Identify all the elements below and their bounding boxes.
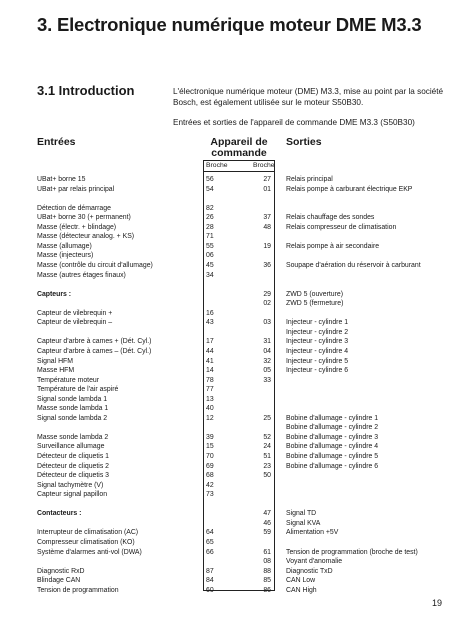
input-pin: 16 — [206, 309, 214, 317]
section-label: Contacteurs : — [37, 510, 82, 518]
input-pin: 70 — [206, 453, 214, 460]
output-signal: Bobine d'allumage - cylindre 3 — [286, 433, 379, 441]
output-signal: Signal KVA — [286, 519, 321, 527]
input-pin: 44 — [206, 347, 214, 355]
table-row — [0, 223, 453, 232]
input-signal: Détecteur de cliquetis 3 — [37, 472, 110, 480]
input-pin: 12 — [206, 414, 214, 422]
table-row — [0, 337, 453, 346]
output-signal: Injecteur - cylindre 4 — [286, 347, 349, 355]
table-row — [0, 404, 453, 413]
table-row — [0, 548, 453, 557]
table-caption: Entrées et sorties de l'appareil de commande DME M3.3 (S50B30) — [173, 118, 415, 128]
output-pin: 51 — [263, 453, 271, 460]
input-signal: Masse (contrôle du circuit d'allumage) — [37, 261, 153, 269]
input-pin: 71 — [206, 233, 214, 241]
output-pin: 27 — [263, 176, 271, 183]
table-row — [0, 423, 453, 432]
output-signal: Relais principal — [286, 176, 333, 183]
control-unit-heading — [203, 137, 275, 159]
table-row — [0, 385, 453, 394]
control-unit-heading-line1: Appareil de — [210, 136, 268, 148]
table-row — [0, 586, 453, 595]
table-row — [0, 299, 453, 308]
input-pin: 26 — [206, 214, 214, 222]
input-pin: 39 — [206, 433, 214, 441]
input-pin: 41 — [206, 357, 214, 365]
table-row — [0, 509, 453, 518]
output-signal: Injecteur - cylindre 6 — [286, 367, 349, 374]
input-signal: Système d'alarmes anti-vol (DWA) — [37, 548, 142, 556]
output-pin: 61 — [263, 548, 271, 556]
output-signal: Diagnostic TxD — [286, 567, 333, 575]
table-row — [0, 328, 453, 337]
table-row — [0, 538, 453, 547]
input-signal: Détecteur de cliquetis 2 — [37, 462, 110, 470]
input-signal: Masse sonde lambda 2 — [37, 433, 109, 441]
output-pin: 37 — [263, 214, 271, 222]
output-signal: Relais pompe à air secondaire — [286, 242, 380, 250]
inputs-heading: Entrées — [37, 136, 76, 148]
table-row — [0, 271, 453, 280]
input-signal: Blindage CAN — [37, 577, 81, 585]
input-pin: 56 — [206, 176, 214, 183]
input-pin: 65 — [206, 538, 214, 546]
table-row — [0, 567, 453, 576]
table-row — [0, 261, 453, 270]
table-row — [0, 232, 453, 241]
output-pin: 46 — [263, 519, 271, 527]
output-signal: Soupape d'aération du réservoir à carburant — [286, 261, 421, 269]
table-row — [0, 519, 453, 528]
input-pin: 64 — [206, 529, 214, 537]
input-signal: Signal sonde lambda 2 — [37, 414, 108, 422]
input-pin: 54 — [206, 185, 214, 193]
table-row — [0, 528, 453, 537]
table-row — [0, 347, 453, 356]
output-signal: Relais chauffage des sondes — [286, 214, 375, 222]
output-pin: 50 — [263, 472, 271, 480]
input-pin: 84 — [206, 577, 214, 585]
input-signal: Température de l'air aspiré — [37, 386, 119, 394]
table-row — [0, 175, 453, 184]
table-row — [0, 357, 453, 366]
input-pin: 78 — [206, 376, 214, 384]
pin-output-subheading: Broche — [253, 162, 275, 169]
input-pin: 43 — [206, 319, 214, 327]
pin-input-subheading: Broche — [206, 162, 228, 169]
output-signal: CAN High — [286, 586, 317, 594]
output-signal: Bobine d'allumage - cylindre 2 — [286, 424, 379, 432]
input-pin: 42 — [206, 481, 214, 489]
output-pin: 25 — [263, 414, 271, 422]
output-pin: 02 — [263, 300, 271, 308]
output-signal: Bobine d'allumage - cylindre 6 — [286, 462, 379, 470]
table-row — [0, 376, 453, 385]
input-pin: 87 — [206, 567, 214, 575]
output-signal: Injecteur - cylindre 3 — [286, 338, 349, 346]
input-signal: Capteur d'arbre à cames + (Dét. Cyl.) — [37, 338, 152, 346]
input-pin: 34 — [206, 271, 214, 279]
output-pin: 32 — [263, 357, 271, 365]
input-signal: Masse (électr. + blindage) — [37, 223, 117, 231]
table-row — [0, 194, 453, 203]
input-pin: 17 — [206, 338, 214, 346]
table-row — [0, 471, 453, 480]
table-row — [0, 414, 453, 423]
input-signal: Capteur d'arbre à cames – (Dét. Cyl.) — [37, 347, 152, 355]
input-signal: Capteur signal papillon — [37, 491, 108, 499]
input-signal: Masse (autres étages finaux) — [37, 271, 126, 279]
input-pin: 73 — [206, 491, 214, 499]
input-signal: UBat+ borne 30 (+ permanent) — [37, 214, 131, 222]
table-row — [0, 442, 453, 451]
input-pin: 15 — [206, 443, 214, 451]
output-pin: 88 — [263, 567, 271, 575]
output-signal: Injecteur - cylindre 2 — [286, 328, 349, 336]
input-signal: Diagnostic RxD — [37, 567, 85, 575]
output-pin: 31 — [263, 338, 271, 346]
output-signal: Bobine d'allumage - cylindre 4 — [286, 443, 379, 451]
output-signal: ZWD 5 (ouverture) — [286, 290, 344, 298]
table-row — [0, 280, 453, 289]
input-signal: UBat+ borne 15 — [37, 176, 86, 183]
input-signal: Capteur de vilebrequin + — [37, 309, 113, 317]
input-signal: Détection de démarrage — [37, 204, 111, 212]
output-pin: 29 — [263, 290, 271, 298]
output-pin: 33 — [263, 376, 271, 384]
output-pin: 01 — [263, 185, 271, 193]
output-pin: 04 — [263, 347, 271, 355]
intro-paragraph: L'électronique numérique moteur (DME) M3.3, mise au point par la société Bosch, est également utilisée sur le moteur S50B30. — [173, 87, 444, 108]
output-pin: 08 — [263, 558, 271, 565]
table-row — [0, 481, 453, 490]
input-signal: Surveillance allumage — [37, 443, 105, 451]
input-signal: Signal HFM — [37, 357, 73, 365]
input-pin: 40 — [206, 405, 214, 413]
input-signal: Tension de programmation — [37, 586, 119, 594]
input-signal: Signal sonde lambda 1 — [37, 395, 108, 403]
output-pin: 24 — [263, 443, 271, 451]
output-signal: Alimentation +5V — [286, 529, 339, 537]
input-signal: Signal tachymètre (V) — [37, 481, 104, 489]
output-signal: Relais compresseur de climatisation — [286, 223, 397, 231]
output-pin: 85 — [263, 577, 271, 585]
output-pin: 86 — [263, 586, 271, 594]
output-signal: Bobine d'allumage - cylindre 5 — [286, 453, 379, 460]
output-pin: 05 — [263, 367, 271, 374]
output-signal: CAN Low — [286, 577, 316, 585]
output-pin: 52 — [263, 433, 271, 441]
table-row — [0, 251, 453, 260]
table-row — [0, 395, 453, 404]
output-signal: Bobine d'allumage - cylindre 1 — [286, 414, 379, 422]
chapter-title: 3. Electronique numérique moteur DME M3.3 — [37, 14, 422, 35]
input-pin: 77 — [206, 386, 214, 394]
output-pin: 23 — [263, 462, 271, 470]
input-pin: 68 — [206, 472, 214, 480]
output-signal: Injecteur - cylindre 1 — [286, 319, 349, 327]
input-signal: Masse (détecteur analog. + KS) — [37, 233, 135, 241]
output-pin: 47 — [263, 510, 271, 518]
output-pin: 19 — [263, 242, 271, 250]
input-signal: Masse (allumage) — [37, 242, 92, 250]
table-row — [0, 576, 453, 585]
subheading-divider — [203, 171, 275, 172]
table-row — [0, 490, 453, 499]
table-row — [0, 500, 453, 509]
output-pin: 59 — [263, 529, 271, 537]
input-pin: 55 — [206, 242, 214, 250]
input-signal: Détecteur de cliquetis 1 — [37, 453, 110, 460]
section-title: 3.1 Introduction — [37, 83, 135, 98]
table-row — [0, 433, 453, 442]
table-row — [0, 452, 453, 461]
table-row — [0, 462, 453, 471]
output-signal: Signal TD — [286, 510, 317, 518]
input-signal: Compresseur climatisation (KO) — [37, 538, 135, 546]
input-pin: 13 — [206, 395, 214, 403]
input-pin: 60 — [206, 586, 214, 594]
page-number: 19 — [432, 598, 443, 608]
table-row — [0, 366, 453, 375]
input-signal: Température moteur — [37, 376, 100, 384]
output-pin: 03 — [263, 319, 271, 327]
table-row — [0, 557, 453, 566]
input-pin: 06 — [206, 252, 214, 260]
input-pin: 82 — [206, 204, 214, 212]
control-unit-heading-line2: commande — [211, 147, 267, 159]
table-row — [0, 290, 453, 299]
input-pin: 69 — [206, 462, 214, 470]
table-row — [0, 242, 453, 251]
input-pin: 66 — [206, 548, 214, 556]
intro-text — [173, 86, 445, 138]
output-signal: Relais pompe à carburant électrique EKP — [286, 185, 413, 193]
input-signal: Interrupteur de climatisation (AC) — [37, 529, 139, 537]
input-signal: UBat+ par relais principal — [37, 185, 115, 193]
output-signal: Tension de programmation (broche de test) — [286, 548, 418, 556]
output-pin: 48 — [263, 223, 271, 231]
table-row — [0, 309, 453, 318]
input-pin: 45 — [206, 261, 214, 269]
output-signal: ZWD 5 (fermeture) — [286, 300, 344, 308]
input-pin: 14 — [206, 367, 214, 374]
table-row — [0, 185, 453, 194]
output-pin: 36 — [263, 261, 271, 269]
output-signal: Voyant d'anomalie — [286, 558, 343, 565]
input-signal: Masse HFM — [37, 367, 75, 374]
table-row — [0, 318, 453, 327]
input-signal: Masse (injecteurs) — [37, 252, 94, 260]
table-row — [0, 204, 453, 213]
table-row — [0, 213, 453, 222]
input-signal: Capteur de vilebrequin – — [37, 319, 113, 327]
section-label: Capteurs : — [37, 290, 72, 298]
input-pin: 28 — [206, 223, 214, 231]
output-signal: Injecteur - cylindre 5 — [286, 357, 349, 365]
input-signal: Masse sonde lambda 1 — [37, 405, 109, 413]
outputs-heading: Sorties — [286, 136, 322, 148]
